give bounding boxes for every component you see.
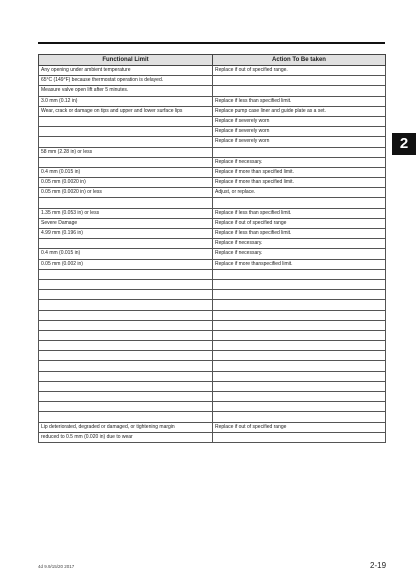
- action-cell: [213, 412, 386, 422]
- table-row: [39, 116, 386, 126]
- table-row: [39, 341, 386, 351]
- spec-table: [38, 54, 386, 443]
- page-number: 2-19: [370, 561, 387, 570]
- functional-limit-cell: 65°C (149°F) because thermostat operation is delayed.: [39, 76, 213, 86]
- table-row: [39, 290, 386, 300]
- action-cell: [213, 147, 386, 157]
- action-cell: [213, 361, 386, 371]
- functional-limit-cell: [39, 402, 213, 412]
- table-row: [39, 167, 386, 177]
- functional-limit-cell: reduced to 0.5 mm (0.020 in) due to wear: [39, 432, 213, 442]
- action-cell: [213, 351, 386, 361]
- action-cell: Replace if necessary.: [213, 249, 386, 259]
- action-cell: [213, 392, 386, 402]
- chapter-tab: 2: [392, 133, 416, 155]
- functional-limit-cell: [39, 239, 213, 249]
- table-row: [39, 320, 386, 330]
- table-row: [39, 412, 386, 422]
- functional-limit-cell: 1.35 mm (0.053 in) or less: [39, 208, 213, 218]
- action-cell: [213, 290, 386, 300]
- table-row: [39, 157, 386, 167]
- action-cell: [213, 86, 386, 96]
- action-cell: Replace if out of specified range: [213, 422, 386, 432]
- action-cell: Replace if out of specified range: [213, 218, 386, 228]
- action-cell: Replace if severely worn: [213, 127, 386, 137]
- table-row: [39, 76, 386, 86]
- table-row: [39, 198, 386, 208]
- action-cell: [213, 402, 386, 412]
- action-cell: Replace if less than specified limit.: [213, 208, 386, 218]
- action-cell: Replace if severely worn: [213, 137, 386, 147]
- functional-limit-cell: [39, 341, 213, 351]
- action-cell: Replace if less than specified limit.: [213, 96, 386, 106]
- table-row: [39, 351, 386, 361]
- table-body: [39, 66, 386, 443]
- action-cell: [213, 279, 386, 289]
- table-row: [39, 147, 386, 157]
- functional-limit-cell: [39, 198, 213, 208]
- functional-limit-cell: 0.05 mm (0.0020 in): [39, 178, 213, 188]
- action-cell: Replace if less than specified limit.: [213, 229, 386, 239]
- header-action: Action To Be taken: [213, 55, 386, 66]
- header-functional-limit: Functional Limit: [39, 55, 213, 66]
- functional-limit-cell: [39, 381, 213, 391]
- functional-limit-cell: [39, 392, 213, 402]
- table-row: [39, 218, 386, 228]
- action-cell: [213, 76, 386, 86]
- table-row: [39, 66, 386, 76]
- functional-limit-cell: [39, 137, 213, 147]
- functional-limit-cell: 4.99 mm (0.196 in): [39, 229, 213, 239]
- functional-limit-cell: [39, 269, 213, 279]
- functional-limit-cell: 0.05 mm (0.002 in): [39, 259, 213, 269]
- table-row: [39, 208, 386, 218]
- functional-limit-cell: Measure valve open lift after 5 minutes.: [39, 86, 213, 96]
- action-cell: [213, 330, 386, 340]
- table-row: [39, 300, 386, 310]
- footer-model-info: 4d 9.9/15/20 2017: [38, 564, 75, 569]
- functional-limit-cell: Wear, crack or damage on tips and upper and lower surface lips: [39, 106, 213, 116]
- action-cell: [213, 341, 386, 351]
- table-row: [39, 371, 386, 381]
- table-row: [39, 127, 386, 137]
- functional-limit-cell: Any opening under ambient temperature: [39, 66, 213, 76]
- functional-limit-cell: [39, 361, 213, 371]
- functional-limit-cell: [39, 320, 213, 330]
- functional-limit-cell: [39, 290, 213, 300]
- table-row: [39, 259, 386, 269]
- action-cell: [213, 310, 386, 320]
- action-cell: Replace if more than specified limit.: [213, 167, 386, 177]
- table-header-row: [39, 55, 386, 66]
- action-cell: Adjust, or replace.: [213, 188, 386, 198]
- table-row: [39, 361, 386, 371]
- table-row: [39, 86, 386, 96]
- action-cell: [213, 198, 386, 208]
- table-row: [39, 392, 386, 402]
- functional-limit-cell: [39, 300, 213, 310]
- action-cell: Replace if out of specified range.: [213, 66, 386, 76]
- action-cell: Replace if severely worn: [213, 116, 386, 126]
- functional-limit-cell: Lip deteriorated, degraded or damaged, or tightening margin: [39, 422, 213, 432]
- functional-limit-cell: [39, 157, 213, 167]
- table-row: [39, 310, 386, 320]
- table-row: [39, 239, 386, 249]
- action-cell: Replace if more than specified limit.: [213, 178, 386, 188]
- action-cell: Replace if necessary.: [213, 239, 386, 249]
- table-row: [39, 249, 386, 259]
- action-cell: [213, 371, 386, 381]
- action-cell: [213, 432, 386, 442]
- table-row: [39, 178, 386, 188]
- table-row: [39, 96, 386, 106]
- functional-limit-cell: [39, 310, 213, 320]
- action-cell: Replace if necessary.: [213, 157, 386, 167]
- action-cell: [213, 320, 386, 330]
- table-row: [39, 422, 386, 432]
- functional-limit-cell: [39, 279, 213, 289]
- functional-limit-cell: 58 mm (2.28 in) or less: [39, 147, 213, 157]
- table-row: [39, 432, 386, 442]
- functional-limit-cell: Severe Damage: [39, 218, 213, 228]
- action-cell: [213, 300, 386, 310]
- table-row: [39, 229, 386, 239]
- functional-limit-cell: [39, 330, 213, 340]
- action-cell: [213, 269, 386, 279]
- functional-limit-cell: 0.4 mm (0.015 in): [39, 249, 213, 259]
- functional-limit-cell: 0.05 mm (0.0020 in) or less: [39, 188, 213, 198]
- functional-limit-cell: [39, 371, 213, 381]
- table-row: [39, 279, 386, 289]
- top-rule: [38, 42, 385, 44]
- table-row: [39, 188, 386, 198]
- action-cell: [213, 381, 386, 391]
- functional-limit-cell: [39, 412, 213, 422]
- functional-limit-cell: [39, 116, 213, 126]
- action-cell: Replace if more thanspecified limit.: [213, 259, 386, 269]
- table-row: [39, 381, 386, 391]
- action-cell: Replace pump case liner and guide plate as a set.: [213, 106, 386, 116]
- table-row: [39, 402, 386, 412]
- table-row: [39, 137, 386, 147]
- functional-limit-cell: [39, 351, 213, 361]
- table-row: [39, 269, 386, 279]
- functional-limit-cell: [39, 127, 213, 137]
- table-row: [39, 106, 386, 116]
- functional-limit-cell: 0.4 mm (0.015 in): [39, 167, 213, 177]
- table-row: [39, 330, 386, 340]
- functional-limit-cell: 3.0 mm (0.12 in): [39, 96, 213, 106]
